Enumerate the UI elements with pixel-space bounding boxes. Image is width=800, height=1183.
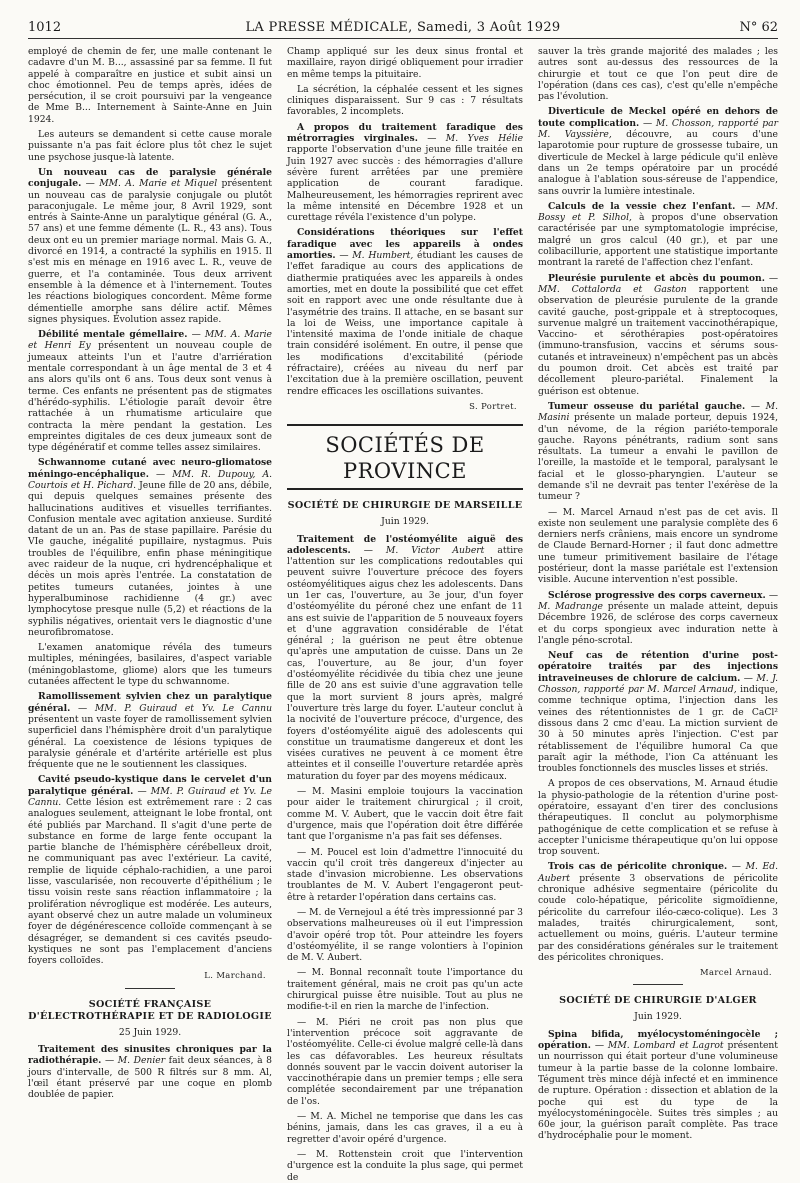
article-authors: — M. J. Chosson, rapporté par M. Marcel Arnaud, bbox=[538, 672, 778, 696]
article-text: rapportent une observation de pleurésie purulente de la grande cavité gauche, post-grippale et à streptocoques, survenue malgré un traitement vaccinothérapique, Vaccino- et sérothérapies post-opératoires (immuno-transfusion, vaccins et sérums sous-cutanés et intraveineux) n'empêchent pas un abcès du poumon droit. Cet abcès est traité par décollement pleuro-pariétal. Finalement la guérison est obtenue. bbox=[538, 283, 778, 397]
article bbox=[28, 167, 272, 325]
divider bbox=[633, 984, 683, 985]
article-text: présente un malade porteur, depuis 1924, d'un névome, de la région pariéto-temporale gauche. Rayons pénétrants, radium sont sans résultats. La tumeur a envahi le pavillon de l'oreille, la mastoïde et le temporal, paralysant le facial et le glosso-pharyngien. L'auteur se demande s'il ne devrait pas tenter l'exérèse de la tumeur ? bbox=[538, 412, 779, 503]
article-title: Neuf cas de rétention d'urine post-opératoire traités par des injections intraveineuses de chlorure de calcium. bbox=[538, 650, 778, 684]
paragraph: — M. Marcel Arnaud n'est pas de cet avis. Il existe non seulement une paralysie complète des 6 derniers nerfs crâniens, mais encore un syndrome de Claude Bernard-Horner ; il faut donc admettre une tumeur primitivement basilaire de l'étage postérieur, dont la masse pariétale est l'extension visible. Aucune intervention n'est possible. bbox=[538, 506, 778, 586]
article bbox=[28, 457, 272, 638]
article-authors: — MM. A. Marie et Henri Ey bbox=[28, 329, 272, 352]
society-heading: SOCIÉTÉ DE CHIRURGIE DE MARSEILLE bbox=[287, 500, 523, 512]
article bbox=[538, 861, 778, 963]
article-authors: — MM. P. Guiraud et Yv. Le Cannu bbox=[78, 702, 273, 714]
article-title: Traitement des sinusites chroniques par la radiothérapie. bbox=[28, 1044, 272, 1067]
paragraph: Les auteurs se demandent si cette cause morale puissante n'a pas fait éclore plus tôt chez le sujet une psychose jusque-là latente. bbox=[28, 129, 272, 163]
article-authors: — M. Masini bbox=[538, 400, 779, 424]
paragraph: — M. Rottenstein croit que l'intervention d'urgence est la conduite la plus sage, qui permet de bbox=[287, 1148, 523, 1183]
paragraph: — M. Piéri ne croit pas non plus que l'intervention précoce soit aggravante de l'ostéomyélite. Celle-ci évolue malgré celle-là dans les cas défavorables. Les heureux résultats donnés souvent par le vaccin doivent autoriser la vaccinothérapie dans un premier temps ; elle sera complétée secondairement par une trépanation de l'os. bbox=[287, 1016, 523, 1107]
article-title: Sclérose progressive des corps caverneux. bbox=[548, 589, 766, 601]
article bbox=[538, 106, 778, 196]
paragraph: — M. Bonnal reconnaît toute l'importance du traitement général, mais ne croit pas qu'un acte chirurgical puisse être nuisible. Tout au plus ne modifie-t-il en rien la marche de l'infection. bbox=[287, 967, 523, 1013]
article bbox=[287, 534, 523, 783]
article-title: A propos du traitement faradique des métrorragies virginales. bbox=[287, 121, 523, 145]
paragraph: — M. A. Michel ne temporise que dans les cas bénins, jamais, dans les cas graves, il a eu à regretter d'avoir opéré d'urgence. bbox=[287, 1111, 523, 1145]
paragraph: A propos de ces observations, M. Arnaud étudie la physio-pathologie de la rétention d'urine post-opératoire, essayant d'en tirer des conclusions thérapeutiques. Il conclut au polymorphisme pathogénique de cette complication et se refuse à accepter l'unicisme thérapeutique qu'on lui oppose trop souvent. bbox=[538, 778, 778, 858]
article-text: Cette lésion est extrêmement rare : 2 cas analogues seulement, atteignant le lobe frontal, ont été publiés par Marchand. Il s'agit d'une perte de substance en forme de large fente occupant la partie blanche de l'hémisphère cérébelleux droit, ne communiquant pas avec l'extérieur. La cavité, remplie de liquide céphalo-rachidien, a une paroi lisse, vascularisée, non recouverte d'épithélium ; le tissu voisin reste sans réaction inflammatoire ; la prolifération névroglique est modérée. Les auteurs, ayant observé chez un autre malade un volumineux foyer de dégénérescence colloïde commençant à se désagréger, se demandent si ces cavités pseudo-kystiques ne sont pas l'emplacement d'anciens foyers colloïdes. bbox=[28, 797, 273, 967]
article bbox=[538, 273, 778, 397]
article-text: présentent un nourrisson qui était porteur d'une volumineuse tumeur à la partie basse de la colonne lombaire. Tégument très mince déjà infecté et en imminence de rupture. Opération : dissection et ablation de la poche qui est du type de la myélocystoméningocèle. Suites très simples ; au 60e jour, la guérison paraît complète. Pas trace d'hydrocéphalie pour le moment. bbox=[538, 1040, 778, 1142]
signature: L. Marchand. bbox=[204, 970, 266, 981]
society-heading: SOCIÉTÉ DE CHIRURGIE D'ALGER bbox=[559, 995, 757, 1007]
article bbox=[538, 401, 778, 503]
article-title: Diverticule de Meckel opéré en dehors de toute complication. bbox=[538, 106, 778, 129]
article-authors: — M. Madrange bbox=[538, 589, 779, 612]
session-date: Juin 1929. bbox=[634, 1011, 682, 1023]
article bbox=[287, 122, 523, 224]
article-title: Débilité mentale gémellaire. bbox=[38, 329, 188, 341]
session-date: 25 Juin 1929. bbox=[118, 1026, 182, 1038]
article-authors: — M. Ed. Aubert bbox=[538, 861, 778, 884]
article-authors: — MM. P. Guiraud et Yv. Le Cannu. bbox=[28, 785, 272, 808]
paragraph: Champ appliqué sur les deux sinus frontal et maxillaire, rayon dirigé obliquement pour irradier en même temps la pituitaire. bbox=[287, 46, 523, 80]
article bbox=[538, 201, 778, 269]
paragraph: La sécrétion, la céphalée cessent et les signes cliniques disparaissent. Sur 9 cas : 7 résultats favorables, 2 incomplets. bbox=[287, 83, 523, 118]
running-header bbox=[28, 20, 778, 39]
article bbox=[28, 1044, 272, 1100]
paragraph: employé de chemin de fer, une malle contenant le cadavre d'un M. B..., assassiné par sa femme. Il fut appelé à comparaître en justice et subit ainsi un choc émotionnel. Peu de temps après, idées de persécution, il se croit poursuivi par la vengeance de Mme B... Internement à Sainte-Anne en Juin 1924. bbox=[28, 46, 272, 125]
article-authors: — M. Denier bbox=[104, 1055, 166, 1067]
article-text: présente un malade atteint, depuis Décembre 1926, de sclérose des corps caverneux et du corps spongieux avec induration nette à l'angle péno-scrotal. bbox=[538, 600, 778, 646]
article-title: Spina bifida, myélocystoméningocèle ; opération. bbox=[538, 1028, 778, 1052]
article-title: Considérations théoriques sur l'effet faradique avec les appareils à ondes amorties. bbox=[287, 227, 523, 262]
paragraph: sauver la très grande majorité des malades ; les autres sont au-dessus des ressources de la chirurgie et tout ce que l'on peut dire de l'opération (dans ces cas), c'est qu'elle n'empêche pas l'évolution. bbox=[538, 46, 778, 103]
section-banner-title: SOCIÉTÉS DE PROVINCE bbox=[325, 433, 485, 484]
article-text: à propos d'une observation caractérisée par une symptomatologie imprécise, malgré un gros calcul (40 gr.), et par une colibacillurie, apportent une statistique importante montrant la rareté de l'affection chez l'enfant. bbox=[538, 212, 779, 269]
article-title: Schwannome cutané avec neuro-gliomatose méningo-encéphalique. bbox=[28, 457, 272, 480]
article-title: Ramollissement sylvien chez un paralytique général. bbox=[28, 691, 272, 714]
article-title: Un nouveau cas de paralysie générale conjugale. bbox=[28, 166, 272, 190]
article bbox=[538, 590, 778, 646]
column-right bbox=[538, 46, 779, 1142]
article-text: étudiant les causes de l'effet faradique au cours des applications de diathermie pratiquées avec les appareils à ondes amorties, met en doute la possibilité que cet effet soit en rapport avec une onde résultante due à l'asymétrie des trains. Il attache, en se basant sur la loi de Weiss, une importance capitale à l'intensité maxima de l'onde initiale de chaque train considéré isolément. En outre, il pense que les modifications d'excitabilité (période réfractaire), créées au niveau du nerf par l'excitation due à la première oscillation, peuvent rendre efficaces les oscillations suivantes. bbox=[287, 250, 524, 397]
article-title: Calculs de la vessie chez l'enfant. bbox=[548, 200, 736, 212]
article-authors: — MM. Bossy et P. Silhol, bbox=[538, 200, 778, 224]
session-date: Juin 1929. bbox=[381, 516, 429, 528]
article bbox=[28, 691, 272, 770]
article-title: Cavité pseudo-kystique dans le cervelet d'un paralytique général. bbox=[28, 774, 272, 797]
article-authors: — MM. R. Dupouy, A. Courtois et H. Pichard. bbox=[28, 468, 273, 491]
article-authors: — M. Chosson, rapporté par M. Vayssière, bbox=[538, 117, 778, 141]
column-left bbox=[28, 46, 273, 1101]
article bbox=[28, 774, 272, 966]
article-title: Pleurésie purulente et abcès du poumon. bbox=[548, 272, 765, 284]
signature: S. Portret. bbox=[469, 400, 517, 411]
article-authors: — M. Humbert, bbox=[339, 250, 414, 262]
article-text: présente 3 observations de péricolite chronique adhésive segmentaire (péricolite du coude colo-hépatique, péricolite sigmoïdienne, péricolite du carrefour iléo-cæco-colique). Les 3 malades, traités chirurgicalement, sont, actuellement ou moins, guéris. L'auteur termine par des considérations générales sur le traitement des péricolites chroniques. bbox=[538, 872, 778, 963]
article-text: découvre, au cours d'une laparotomie pour rupture de grossesse tubaire, un diverticule de Meckel à large pédicule qu'il enlève dans un 2e temps opératoire par un procédé analogue à l'ablation sous-séreuse de l'appendice, sans ouvrir la lumière intestinale. bbox=[538, 129, 778, 197]
article bbox=[538, 1029, 778, 1142]
article-text: fait deux séances, à 8 jours d'intervalle, de 500 R filtrés sur 8 mm. Al, l'œil étant préservé par une coque en plomb doublée de papier. bbox=[28, 1055, 272, 1101]
signature: Marcel Arnaud. bbox=[699, 967, 772, 978]
article-text: attire l'attention sur les complications redoutables qui peuvent suivre l'ouverture précoce des foyers ostéomyélitiques aigus chez les adolescents. Dans un 1er cas, l'ouverture, au 3e jour, d'un foyer d'ostéomyélite du péroné chez une enfant de 11 ans est suivie de l'apparition de 5 nouveaux foyers et d'une aggravation considérable de l'état général ; la guérison ne peut être obtenue qu'après une amputation de cuisse. Dans un 2e cas, l'ouverture, au 8e jour, d'un foyer d'ostéomyélite récidivée du tibia chez une jeune fille de 20 ans est suivie d'une aggravation telle que la mort survient 8 jours après, malgré l'ouverture très large du foyer. L'auteur conclut à la nocivité de l'ouverture précoce, d'urgence, des foyers d'ostéomyélite aiguë des adolescents qui constitue un traumatisme dangereux et dont les visées curatives ne peuvent à ce moment être atteintes et il conseille l'ouverture retardée après maturation du foyer par des moyens médicaux. bbox=[287, 544, 524, 782]
article-text: présentent un nouveau couple de jumeaux atteints l'un et l'autre d'arriération mentale correspondant à un âge mental de 3 et 4 ans alors qu'ils ont 6 ans. Tous deux sont venus à terme. Ces enfants ne présentent pas de stigmates d'hérédo-syphilis. L'étiologie paraît devoir être rattachée à un rhumatisme articulaire que contracta la mère pendant la gestation. Les empreintes digitales de ces deux jumeaux sont de type dégénératif et comme telles assez similaires. bbox=[28, 340, 272, 454]
article-title: Traitement de l'ostéomyélite aiguë des adolescents. bbox=[287, 533, 523, 556]
article-text: présentent un nouveau cas de paralysie conjugale ou plutôt paraconjugale. Le même jour, 8 Avril 1929, sont entrés à Sainte-Anne un paralytique général (G. A., 57 ans) et une femme démente (L. R., 43 ans). Tous deux ont eu un premier mariage normal. Mais G. A., divorcé en 1914, a contracté la syphilis en 1915. Il s'est mis en ménage en 1916 avec L. R., veuve de guerre, et l'a contaminée. Tous deux arrivent ensemble à la démence et à l'internement. Toutes les réactions biologiques concordent. Même forme démentielle amorphe sans délire actif. Mêmes signes physiques. Évolution assez rapide. bbox=[28, 178, 273, 325]
article-text: présentent un vaste foyer de ramollissement sylvien superficiel dans l'hémisphère droit d'un paralytique général. La coexistence de lésions typiques de paralysie générale et d'artérite artérielle est plus fréquente que ne le soutiennent les classiques. bbox=[28, 713, 272, 771]
issue-number: N° 62 bbox=[739, 20, 778, 35]
paragraph: — M. Masini emploie toujours la vaccination pour aider le traitement chirurgical ; il croit, comme M. V. Aubert, que le vaccin doit être fait d'urgence, mais que l'opération doit être différée tant que l'organisme n'a pas fait ses défenses. bbox=[287, 786, 523, 843]
article-authors: — M. Victor Aubert bbox=[363, 544, 485, 556]
article-authors: — MM. A. Marie et Miquel bbox=[85, 178, 218, 190]
article-authors: — MM. Lombard et Lagrot bbox=[594, 1040, 724, 1052]
article-text: rapporte l'observation d'une jeune fille traitée en Juin 1927 avec succès : des hémorragies d'allure sévère furent arrêtées par une première application de courant faradique. Malheureusement, les hémorragies reprirent avec la même intensité en Décembre 1928 et un curettage révéla l'existence d'un polype. bbox=[287, 144, 523, 224]
article bbox=[538, 650, 778, 774]
divider bbox=[125, 988, 175, 989]
article bbox=[28, 329, 272, 453]
paragraph: L'examen anatomique révéla des tumeurs multiples, méningées, basilaires, d'aspect variable (méningoblastome, gliome) alors que les tumeurs cutanées affectent le type du schwannome. bbox=[28, 642, 272, 688]
section-banner bbox=[287, 424, 523, 490]
article-authors: — M. Yves Hélie bbox=[427, 133, 524, 145]
society-heading: SOCIÉTÉ FRANÇAISE D'ÉLECTROTHÉRAPIE ET DE RADIOLOGIE bbox=[28, 998, 272, 1022]
column-middle bbox=[287, 46, 524, 1183]
paragraph: — M. de Vernejoul a été très impressionné par 3 observations malheureuses où il eut l'impression d'avoir opéré trop tôt. Pour atteindre les foyers d'ostéomyélite, il se range volontiers à l'opinion de M. V. Aubert. bbox=[287, 907, 523, 964]
article-title: Trois cas de péricolite chronique. bbox=[548, 861, 728, 873]
article-text: Jeune fille de 20 ans, débile, qui depuis quelques semaines présente des hallucinations auditives et visuelles terrifiantes. Confusion mentale avec agitation anxieuse. Surdité datant de un an. Pas de stase papillaire. Parésie du VIe gauche, inégalité pupillaire, nystagmus. Puis troubles de l'équilibre, enfin phase méningitique avec raideur de la nuque, cri hydrencéphalique et décès un mois après l'entrée. La constatation de petites tumeurs cutanées, jointes à une hyperalbuminose rachidienne (4 gr.) avec lymphocytose presque nulle (5,2) et réactions de la syphilis négatives, orientait vers le diagnostic d'une neurofibromatose. bbox=[28, 479, 272, 638]
article-title: Tumeur osseuse du pariétal gauche. bbox=[548, 400, 746, 412]
journal-title: LA PRESSE MÉDICALE, Samedi, 3 Août 1929 bbox=[245, 20, 561, 35]
page-number: 1012 bbox=[28, 20, 62, 35]
paragraph: — M. Poucel est loin d'admettre l'innocuité du vaccin qu'il croit très dangereux d'injecter au stade d'invasion microbienne. Les observations troublantes de M. V. Aubert l'engageront peut-être à retarder l'opération dans certains cas. bbox=[287, 846, 523, 903]
article-authors: — MM. Cottalorda et Gaston bbox=[538, 272, 778, 295]
article-text: indique, comme technique optima, l'injection dans les veines des rétentionnistes de 1 gr. de CaCl² dissous dans 2 cmc d'eau. La miction survient de 30 à 50 minutes après l'injection. C'est par rétablissement de l'équilibre humoral Ca que paraît agir la méthode, l'ion Ca atténuant les troubles fonctionnels des muscles lisses et striés. bbox=[538, 684, 778, 775]
article bbox=[287, 227, 523, 396]
